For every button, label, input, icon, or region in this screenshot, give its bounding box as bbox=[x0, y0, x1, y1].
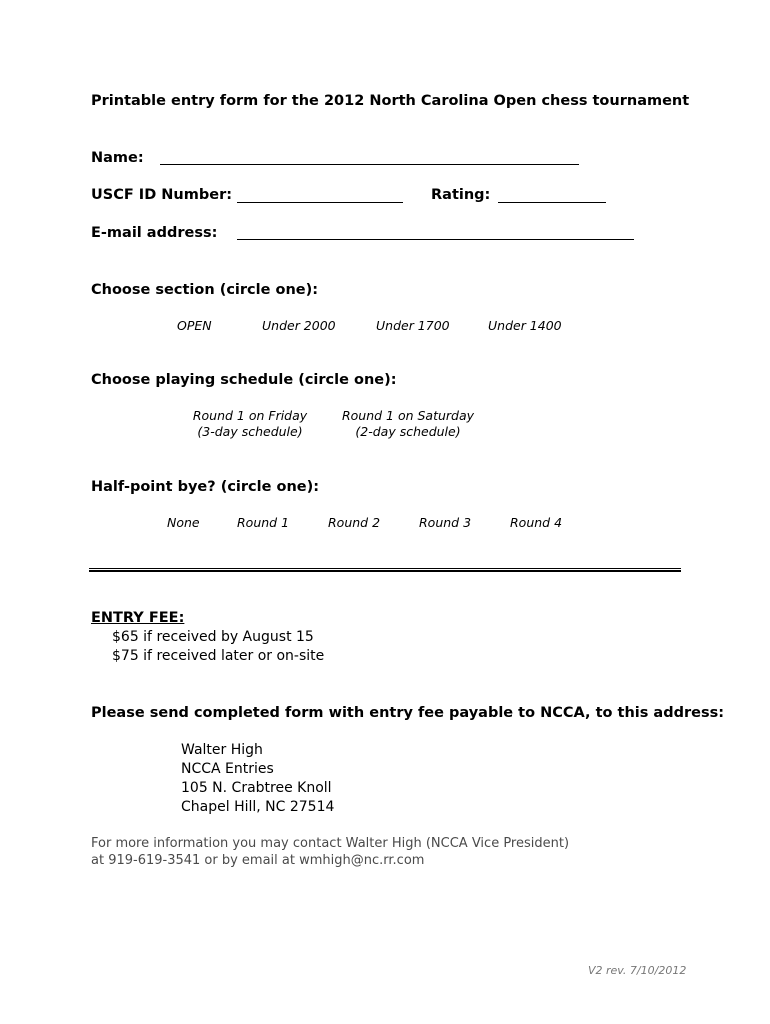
schedule-saturday-line2: (2-day schedule) bbox=[355, 424, 461, 439]
bye-option-none[interactable]: None bbox=[167, 515, 200, 530]
address-line-city: Chapel Hill, NC 27514 bbox=[181, 799, 335, 815]
contact-info-line1: For more information you may contact Walter High (NCCA Vice President) bbox=[91, 836, 570, 851]
section-option-under-2000[interactable]: Under 2000 bbox=[262, 318, 336, 333]
schedule-option-saturday[interactable] bbox=[342, 408, 474, 440]
mailing-address bbox=[181, 741, 334, 817]
schedule-friday-line1: Round 1 on Friday bbox=[192, 408, 308, 423]
uscf-id-field-line[interactable] bbox=[237, 202, 403, 203]
schedule-friday-line2: (3-day schedule) bbox=[197, 424, 303, 439]
uscf-id-label: USCF ID Number: bbox=[91, 187, 233, 203]
entry-fee-list bbox=[112, 628, 324, 666]
bye-heading: Half-point bye? (circle one): bbox=[91, 479, 320, 495]
section-option-under-1700[interactable]: Under 1700 bbox=[376, 318, 450, 333]
section-option-open[interactable]: OPEN bbox=[177, 318, 212, 333]
section-option-under-1400[interactable]: Under 1400 bbox=[488, 318, 562, 333]
schedule-heading: Choose playing schedule (circle one): bbox=[91, 372, 397, 388]
schedule-option-friday[interactable] bbox=[193, 408, 307, 440]
bye-option-round-4[interactable]: Round 4 bbox=[510, 515, 563, 530]
send-heading: Please send completed form with entry fee payable to NCCA, to this address: bbox=[91, 705, 725, 721]
address-line-org: NCCA Entries bbox=[181, 761, 274, 777]
section-divider bbox=[89, 568, 681, 572]
bye-option-round-2[interactable]: Round 2 bbox=[328, 515, 381, 530]
contact-info-line2: at 919-619-3541 or by email at wmhigh@nc.rr.com bbox=[91, 853, 425, 868]
section-heading: Choose section (circle one): bbox=[91, 282, 319, 298]
contact-info bbox=[91, 835, 569, 869]
revision-note: V2 rev. 7/10/2012 bbox=[588, 964, 687, 977]
entry-fee-line-early: $65 if received by August 15 bbox=[112, 629, 314, 645]
entry-fee-heading: ENTRY FEE: bbox=[91, 610, 185, 626]
entry-fee-line-late: $75 if received later or on-site bbox=[112, 648, 325, 664]
form-title: Printable entry form for the 2012 North Carolina Open chess tournament bbox=[91, 93, 690, 109]
email-field-line[interactable] bbox=[237, 239, 634, 240]
bye-option-round-1[interactable]: Round 1 bbox=[237, 515, 290, 530]
address-line-name: Walter High bbox=[181, 742, 263, 758]
name-label: Name: bbox=[91, 150, 144, 166]
name-field-line[interactable] bbox=[160, 164, 579, 165]
schedule-saturday-line1: Round 1 on Saturday bbox=[341, 408, 475, 423]
rating-label: Rating: bbox=[431, 187, 491, 203]
email-label: E-mail address: bbox=[91, 225, 218, 241]
address-line-street: 105 N. Crabtree Knoll bbox=[181, 780, 332, 796]
bye-option-round-3[interactable]: Round 3 bbox=[419, 515, 472, 530]
rating-field-line[interactable] bbox=[498, 202, 606, 203]
